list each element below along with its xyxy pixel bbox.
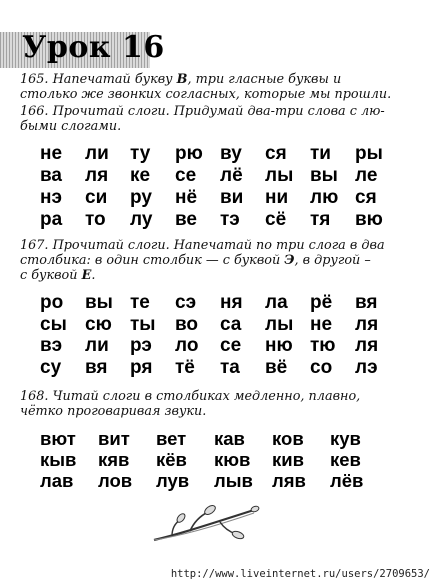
syllable: ся [265,143,287,164]
syllable: нё [175,187,198,208]
syllable: во [175,313,199,335]
syllable: са [220,313,242,335]
syllable-table-168 [40,428,388,491]
syllable: тю [310,335,336,356]
syllable: ты [130,313,156,335]
syllable: тя [310,209,331,230]
syllable: ве [175,209,197,230]
syllable: рё [310,292,333,313]
syllable-word: кыв [40,449,77,470]
syllable: вы [310,165,338,186]
syllable: лэ [355,356,378,378]
task-166-line1: 166. Прочитай слоги. Придумай два-три слова с лю- [20,104,385,119]
syllable: вя [85,356,108,378]
syllable-word: кюв [214,449,251,470]
syllable: рэ [130,335,152,356]
syllable: ва [40,165,62,186]
syllable: лы [265,165,294,186]
syllable: ля [355,335,379,356]
task-167 [20,238,392,283]
syllable: су [40,356,62,378]
syllable-word: лав [40,470,74,491]
syllable: вы [85,292,113,313]
syllable-word: кёв [156,449,187,470]
task-165-line1: 165. Напечатай букву В, три гласные буквы и [20,72,342,87]
syllable: не [310,313,333,335]
syllable: сы [40,313,67,335]
syllable: рю [175,143,203,164]
syllable: си [85,187,108,208]
syllable: со [310,356,333,378]
syllable-word: лёв [330,470,364,491]
syllable: ли [85,335,109,356]
syllable-word: ков [272,428,304,449]
syllable: ля [85,165,109,186]
syllable: тэ [220,209,240,230]
syllable: вя [355,292,378,313]
syllable-word: кув [330,428,361,449]
syllable: ря [130,356,153,378]
syllable: ви [220,187,244,208]
syllable: ни [265,187,289,208]
syllable: сэ [175,292,197,313]
syllable: вэ [40,335,63,356]
syllable: ро [40,292,64,313]
task-168 [20,389,392,419]
syllable-word: кев [330,449,361,470]
syllable: ле [355,165,378,186]
syllable: лы [265,313,294,335]
syllable: ту [130,143,151,164]
syllable-word: вют [40,428,76,449]
syllable: ла [265,292,288,313]
syllable: то [85,209,106,230]
syllable-word: лув [156,470,190,491]
syllable-table-166 [40,143,400,231]
task-166-line2: быми слогами. [20,119,122,134]
syllable: ло [175,335,199,356]
syllable: те [130,292,150,313]
syllable-word: лов [98,470,133,491]
syllable: се [220,335,242,356]
lesson-title: Урок 16 [22,30,165,65]
syllable-word: вет [156,428,187,449]
syllable: ня [220,292,243,313]
syllable-word: лыв [214,470,253,491]
syllable: ню [265,335,293,356]
source-url: http://www.liveinternet.ru/users/2709653/ [170,568,430,580]
task-168-line2: чётко проговаривая звуки. [20,404,207,419]
syllable-table-167 [40,292,400,378]
task-167-line2: столбика: в один столбик — с буквой Э, в другой – [20,253,371,268]
syllable: тё [175,356,195,378]
syllable: ра [40,209,63,230]
syllable: лу [130,209,153,230]
syllable: ли [85,143,109,164]
task-168-line1: 168. Читай слоги в столбиках медленно, плавно, [20,389,361,404]
syllable: ке [130,165,151,186]
syllable: се [175,165,197,186]
syllable: вю [355,209,383,230]
syllable: нэ [40,187,62,208]
syllable-word: кив [272,449,305,470]
syllable: сё [265,209,287,230]
syllable-word: кав [214,428,245,449]
task-167-line1: 167. Прочитай слоги. Напечатай по три слога в два [20,238,385,253]
syllable: лё [220,165,243,186]
syllable: ры [355,143,383,164]
syllable: вё [265,356,288,378]
task-165 [20,72,392,102]
task-167-line3: с буквой Е. [20,268,96,283]
task-165-line2: столько же звонких согласных, которые мы прошли. [20,87,392,102]
lesson-header [0,32,436,72]
syllable: не [40,143,63,164]
syllable: ти [310,143,331,164]
syllable-word: кяв [98,449,130,470]
syllable: ся [355,187,377,208]
syllable: ру [130,187,152,208]
syllable: лю [310,187,339,208]
syllable-word: ляв [272,470,306,491]
twig-illustration [150,500,260,546]
syllable: сю [85,313,112,335]
syllable: ву [220,143,242,164]
task-166 [20,104,392,134]
syllable: та [220,356,240,378]
syllable-word: вит [98,428,130,449]
syllable: ля [355,313,379,335]
